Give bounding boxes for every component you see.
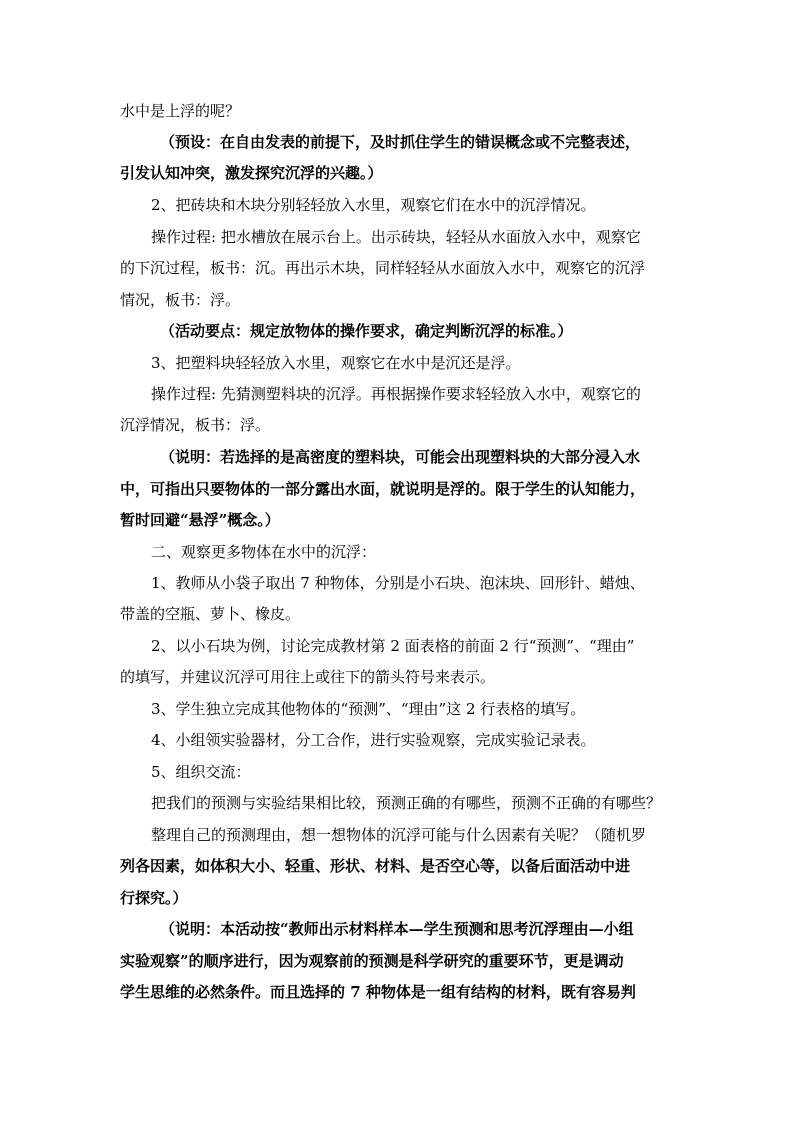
- text-line: 二、观察更多物体在水中的沉浮：: [151, 543, 377, 561]
- text-line: 2、以小石块为例，讨论完成教材第 2 面表格的前面 2 行“预测”、“理由”: [151, 637, 635, 655]
- text-line: 水中是上浮的呢？: [120, 102, 241, 120]
- text-line: 把我们的预测与实验结果相比较，预测正确的有哪些，预测不正确的有哪些？: [151, 794, 662, 812]
- text-line: 2、把砖块和木块分别轻轻放入水里，观察它们在水中的沉浮情况。: [151, 196, 596, 214]
- text-line: 3、把塑料块轻轻放入水里，观察它在水中是沉还是浮。: [151, 354, 521, 372]
- text-line: 学生思维的必然条件。而且选择的 7 种物体是一组有结构的材料，既有容易判: [120, 983, 636, 1001]
- text-line: （说明：若选择的是高密度的塑料块，可能会出现塑料块的大部分浸入水: [160, 448, 641, 466]
- text-line: 1、教师从小袋子取出 7 种物体，分别是小石块、泡沫块、回形针、蜡烛、: [151, 574, 645, 592]
- text-line: 的填写，并建议沉浮可用往上或往下的箭头符号来表示。: [120, 668, 496, 686]
- text-line: 3、学生独立完成其他物体的“预测”、“理由”这 2 行表格的填写。: [151, 700, 586, 718]
- text-line: 4、小组领实验器材，分工合作，进行实验观察，完成实验记录表。: [151, 731, 596, 749]
- text-line: 列各因素，如体积大小、轻重、形状、材料、是否空心等，以备后面活动中进: [120, 857, 631, 875]
- text-line: 中，可指出只要物体的一部分露出水面，就说明是浮的。限于学生的认知能力，: [120, 480, 646, 498]
- text-line: （活动要点：规定放物体的操作要求，确定判断沉浮的标准。）: [160, 322, 573, 340]
- text-line: 操作过程: 先猜测塑料块的沉浮。再根据操作要求轻轻放入水中，观察它的: [151, 385, 641, 403]
- text-line: 实验观察”的顺序进行，因为观察前的预测是科学研究的重要环节，更是调动: [120, 952, 624, 970]
- text-line: （说明：本活动按“教师出示材料样本—学生预测和思考沉浮理由—小组: [160, 920, 634, 938]
- text-line: 引发认知冲突，激发探究沉浮的兴趣。）: [120, 164, 383, 182]
- text-line: 整理自己的预测理由，想一想物体的沉浮可能与什么因素有关呢？（随机罗: [151, 826, 647, 844]
- text-line: 带盖的空瓶、萝卜、橡皮。: [120, 605, 301, 623]
- text-line: 行探究。）: [120, 889, 188, 907]
- text-line: 情况，板书：浮。: [120, 291, 241, 309]
- text-line: （预设：在自由发表的前提下，及时抓住学生的错误概念或不完整表述，: [160, 133, 641, 151]
- text-line: 操作过程: 把水槽放在展示台上。出示砖块，轻轻从水面放入水中，观察它: [151, 228, 641, 246]
- text-line: 暂时回避“悬浮”概念。）: [120, 511, 280, 529]
- text-line: 沉浮情况，板书：浮。: [120, 416, 271, 434]
- text-line: 的下沉过程，板书：沉。再出示木块，同样轻轻从水面放入水中，观察它的沉浮: [120, 259, 646, 277]
- text-line: 5、组织交流：: [151, 763, 251, 781]
